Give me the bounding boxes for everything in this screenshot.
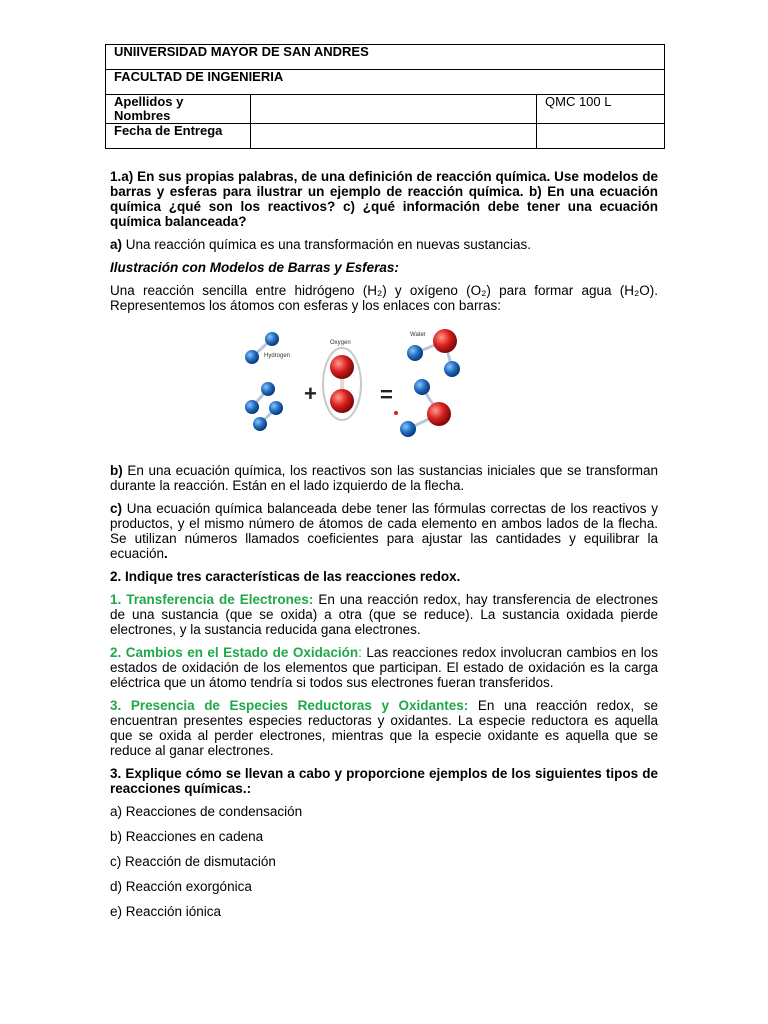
hydrogen-label: Hydrogen	[264, 353, 291, 359]
redox-item-3	[110, 698, 658, 758]
molecule-figure	[110, 323, 658, 453]
header-row-university	[106, 45, 665, 70]
plus-sign: +	[304, 381, 317, 406]
question-3: 3. Explique cómo se llevan a cabo y proporcione ejemplos de los siguientes tipos de reacciones químicas.:	[110, 766, 658, 796]
course-code: QMC 100 L	[537, 95, 665, 124]
header-table	[105, 44, 665, 149]
redox-item-2-sep: :	[358, 645, 362, 660]
question-1: 1.a) En sus propias palabras, de una definición de reacción química. Use modelos de barras y esferas para ilustrar un ejemplo de reacción química. b) En una ecuación química ¿qué son los reactivos? c) ¿qué información debe tener una ecuación química balanceada?	[110, 169, 658, 229]
list-item: b) Reacciones en cadena	[110, 829, 264, 844]
answer-1c-label: c)	[110, 501, 123, 516]
redox-item-3-title: 3. Presencia de Especies Reductoras y Oxidantes:	[110, 698, 469, 713]
illustration-title: Ilustración con Modelos de Barras y Esferas:	[110, 260, 399, 275]
redox-item-2-title: 2. Cambios en el Estado de Oxidación	[110, 645, 359, 660]
redox-item-2	[110, 645, 658, 690]
answer-1a-label: a)	[110, 237, 123, 252]
oxygen-label: Oxygen	[330, 340, 351, 346]
equals-sign: =	[380, 382, 393, 407]
redox-item-1-title: 1. Transferencia de Electrones:	[110, 592, 314, 607]
header-row-date	[106, 124, 665, 149]
redox-item-1	[110, 592, 658, 637]
answer-1a	[110, 237, 658, 252]
hydrogen-molecules	[245, 332, 283, 431]
university-name: UNIIVERSIDAD MAYOR DE SAN ANDRES	[106, 45, 665, 70]
answer-1b	[110, 463, 658, 493]
names-field[interactable]	[251, 95, 537, 124]
illustration-text: Una reacción sencilla entre hidrógeno (H₂) y oxígeno (O₂) para formar agua (H₂O). Representemos los átomos con esferas y los enlaces con barras:	[110, 283, 658, 313]
answer-1c	[110, 501, 658, 561]
answer-1b-label: b)	[110, 463, 123, 478]
water-molecules	[394, 329, 460, 437]
reaction-types-list	[110, 804, 658, 919]
water-label: Water	[410, 332, 426, 338]
date-extra-field[interactable]	[537, 124, 665, 149]
header-row-names	[106, 95, 665, 124]
answer-1c-text: Una ecuación química balanceada debe tener las fórmulas correctas de los reactivos y productos, y el mismo número de átomos de cada elemento en ambos lados de la flecha. Se utilizan números llamados coeficientes para ajustar las cantidades y equilibrar la ecuación	[110, 501, 658, 561]
date-field[interactable]	[251, 124, 537, 149]
oxygen-molecule	[323, 348, 361, 420]
answer-1c-end: .	[164, 546, 168, 561]
list-item: e) Reacción iónica	[110, 904, 222, 919]
answer-1a-text: Una reacción química es una transformación en nuevas sustancias.	[122, 237, 531, 252]
faculty-name: FACULTAD DE INGENIERIA	[106, 70, 665, 95]
redox-item-2-text: Las reacciones redox involucran cambios en los estados de oxidación de los elementos que participan. El estado de oxidación es la carga eléctrica que un átomo tendría si todos sus electrones fueran transferidos.	[110, 645, 658, 690]
answer-1b-text: En una ecuación química, los reactivos son las sustancias iniciales que se transforman durante la reacción. Están en el lado izquierdo de la flecha.	[110, 463, 658, 493]
redox-item-1-text: En una reacción redox, hay transferencia de electrones de una sustancia (que se oxida) a otra (que se reduce). La sustancia oxidada pierde electrones, y la sustancia reducida gana electrones.	[110, 592, 658, 637]
list-item: d) Reacción exorgónica	[110, 879, 252, 894]
header-row-faculty	[106, 70, 665, 95]
date-label: Fecha de Entrega	[106, 124, 251, 149]
redox-item-3-text: En una reacción redox, se encuentran presentes especies reductoras y oxidantes. La especie reductora es aquella que se oxida al perder electrones, mientras que la especie oxidante es aquella que se reduce al ganar electrones.	[110, 698, 658, 758]
document-body	[110, 169, 658, 929]
ball-and-stick-diagram	[238, 323, 468, 453]
names-label: Apellidos y Nombres	[106, 95, 251, 124]
list-item: a) Reacciones de condensación	[110, 804, 303, 819]
list-item: c) Reacción de dismutación	[110, 854, 276, 869]
question-2: 2. Indique tres características de las reacciones redox.	[110, 569, 461, 584]
